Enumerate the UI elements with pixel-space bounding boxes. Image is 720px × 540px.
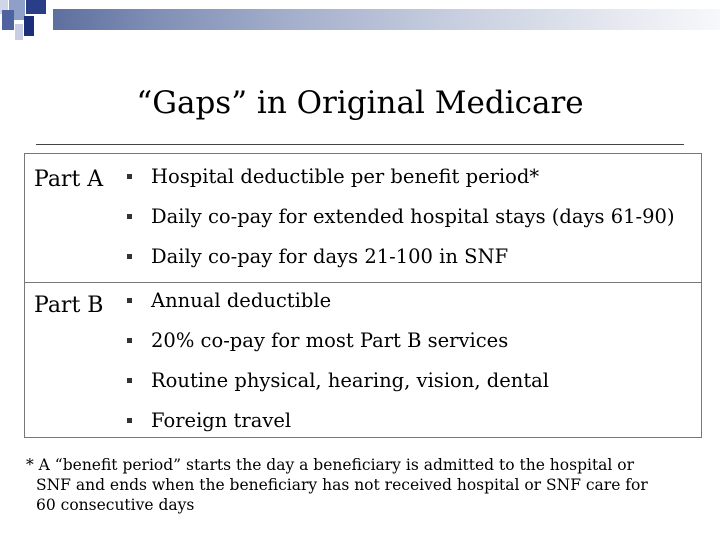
footnote — [26, 455, 696, 515]
decor-square — [15, 24, 23, 40]
list-item-text: 20% co-pay for most Part B services — [151, 329, 509, 352]
footnote-line: SNF and ends when the beneficiary has not received hospital or SNF care for — [36, 476, 648, 494]
bullet-icon — [127, 174, 132, 179]
decor-square — [26, 0, 46, 14]
bullet-icon — [127, 378, 132, 383]
footnote-line: 60 consecutive days — [36, 496, 195, 514]
header-gradient-bar — [53, 9, 720, 30]
part-b-label: Part B — [34, 293, 104, 318]
title-divider — [36, 144, 684, 145]
list-item-text: Annual deductible — [151, 289, 332, 312]
decor-square — [2, 10, 14, 30]
bullet-icon — [127, 254, 132, 259]
list-item-text: Hospital deductible per benefit period* — [151, 165, 540, 188]
gaps-table — [24, 153, 702, 438]
list-item-text: Daily co-pay for days 21-100 in SNF — [151, 245, 509, 268]
decor-square — [24, 16, 34, 36]
list-item-text: Foreign travel — [151, 409, 292, 432]
part-b-row — [25, 282, 701, 437]
slide-title: “Gaps” in Original Medicare — [136, 85, 584, 121]
bullet-icon — [127, 338, 132, 343]
part-a-row — [25, 154, 701, 283]
bullet-icon — [127, 298, 132, 303]
part-a-label: Part A — [34, 167, 104, 192]
list-item-text: Daily co-pay for extended hospital stays (days 61-90) — [151, 205, 675, 228]
footnote-line: * A “benefit period” starts the day a beneficiary is admitted to the hospital or — [26, 456, 635, 474]
bullet-icon — [127, 418, 132, 423]
bullet-icon — [127, 214, 132, 219]
list-item-text: Routine physical, hearing, vision, dental — [151, 369, 550, 392]
